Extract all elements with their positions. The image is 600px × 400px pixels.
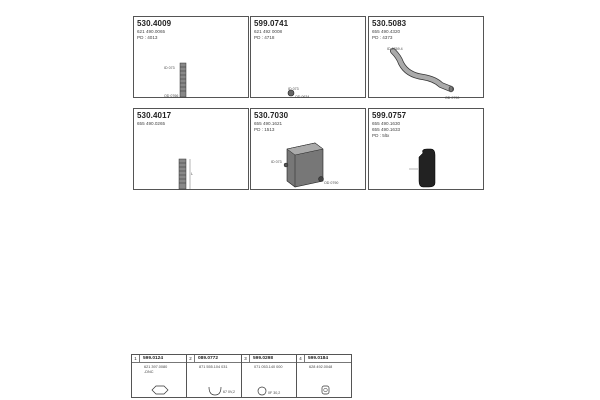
strip-cell[interactable] [132, 355, 187, 397]
part-card[interactable] [368, 108, 484, 190]
item-index: 3 [242, 355, 250, 362]
part-number: 599.0757 [372, 111, 407, 120]
strip-cell[interactable] [242, 355, 297, 397]
ref-number: PD : 5ltx [372, 133, 390, 138]
flex-pipe-icon [134, 109, 250, 191]
part-number: 599.0741 [254, 19, 289, 28]
ref-number: 655 490.1633 [372, 127, 401, 132]
part-number: 530.5083 [372, 19, 407, 28]
item-index: 4 [297, 355, 305, 362]
part-number: 599.0298 [253, 356, 274, 361]
clamp-icon [132, 355, 188, 397]
part-number: 599.0124 [143, 356, 164, 361]
ring-seal-icon [251, 17, 367, 99]
bent-pipe-icon [369, 17, 485, 99]
dimension-label: ID 073 [164, 66, 175, 70]
flange-gasket-icon [297, 355, 353, 397]
part-card[interactable] [250, 108, 366, 190]
ref-number: 871 555.104 031 [199, 365, 228, 369]
ref-number: PD : 4373 [372, 35, 393, 40]
item-index: 1 [132, 355, 140, 362]
strip-cell[interactable] [187, 355, 242, 397]
ref-number: 655 490.0265 [137, 121, 166, 126]
part-card[interactable] [133, 16, 249, 98]
dimension-label: OD 0766 [164, 94, 179, 98]
part-number: 530.4017 [137, 111, 172, 120]
ref-number: PD : 4013 [137, 35, 158, 40]
dimension-label: 67 0V,2 [223, 390, 236, 394]
dimension-label: ID 0769.4 [387, 47, 403, 51]
item-index: 2 [187, 355, 195, 362]
ref-number: -DNC [144, 370, 154, 374]
ref-number: PD : 1513 [254, 127, 275, 132]
u-bolt-icon [187, 355, 243, 397]
part-number: 530.4009 [137, 19, 172, 28]
dimension-label: ID 073 [288, 87, 299, 91]
ref-number: 655 490.1621 [254, 121, 283, 126]
strip-cell[interactable] [297, 355, 351, 397]
dimension-label: OD 0790 [445, 96, 460, 99]
ref-number: 621 397.0080 [144, 365, 168, 369]
flex-pipe-icon [134, 17, 250, 99]
dimension-label: ID 073 [271, 160, 282, 164]
parts-strip [131, 354, 352, 398]
silencer-icon [251, 109, 367, 191]
svg-text:L: L [191, 172, 193, 176]
dimension-label: OD 0634 [295, 95, 310, 99]
part-card[interactable] [133, 108, 249, 190]
part-number: 599.0184 [308, 356, 329, 361]
part-number: 530.7030 [254, 111, 289, 120]
part-card[interactable] [368, 16, 484, 98]
ref-number: 621 490.0065 [137, 29, 166, 34]
ref-number: 628 492.0048 [309, 365, 333, 369]
ref-number: 655 490.1630 [372, 121, 401, 126]
part-number: 089.0772 [198, 356, 219, 361]
band-clamp-icon [242, 355, 298, 397]
ref-number: 621 492 0008 [254, 29, 283, 34]
dimension-label: OD 0790 [324, 181, 339, 185]
ref-number: 655 490.4320 [372, 29, 401, 34]
ref-number: PD : 4718 [254, 35, 275, 40]
gasket-icon [369, 109, 485, 191]
ref-number: 071 053.140 000 [254, 365, 283, 369]
dimension-label: 0F 30,2 [268, 391, 281, 395]
part-card[interactable] [250, 16, 366, 98]
